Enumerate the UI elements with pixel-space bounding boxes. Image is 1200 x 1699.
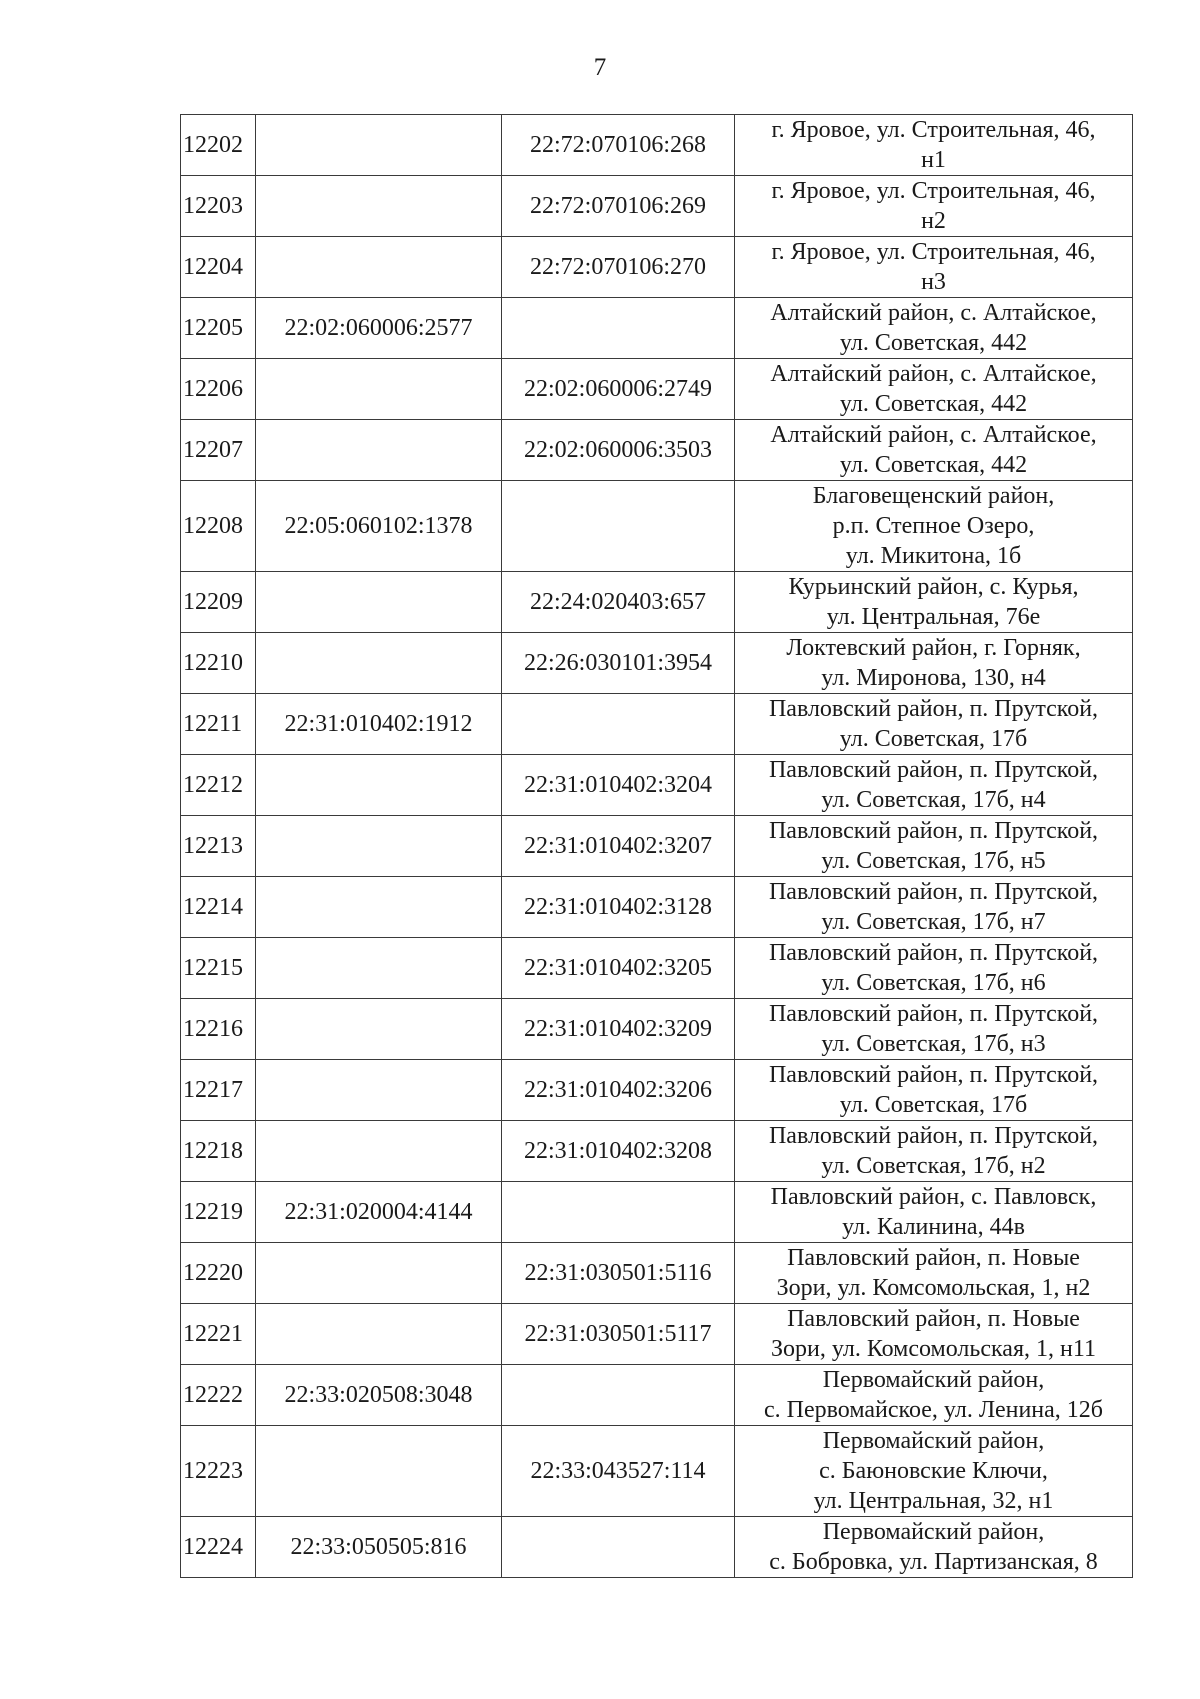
table-row <box>181 1243 1133 1304</box>
address-line: Павловский район, п. Прутской, <box>768 1123 1099 1149</box>
table-row <box>181 1426 1133 1517</box>
address-line: ул. Советская, 17б, н4 <box>821 787 1046 813</box>
premise-cadastral-number-cell: 22:02:060006:2749 <box>502 359 735 420</box>
address-line: Локтевский район, г. Горняк, <box>786 635 1081 661</box>
address-line: с. Баюновские Ключи, <box>819 1458 1048 1484</box>
address-line: ул. Калинина, 44в <box>842 1214 1025 1240</box>
table-row <box>181 694 1133 755</box>
table-row <box>181 1517 1133 1578</box>
address-cell <box>735 237 1133 298</box>
premise-cadastral-number-cell: 22:72:070106:270 <box>502 237 735 298</box>
address-cell <box>735 420 1133 481</box>
address-line: ул. Центральная, 76е <box>826 604 1041 630</box>
table-row <box>181 1182 1133 1243</box>
row-number-cell: 12216 <box>181 999 256 1060</box>
premise-cadastral-number-cell: 22:31:030501:5116 <box>502 1243 735 1304</box>
row-number-cell: 12211 <box>181 694 256 755</box>
address-cell <box>735 481 1133 572</box>
address-line: Благовещенский район, <box>812 483 1055 509</box>
building-cadastral-number-cell <box>256 572 502 633</box>
table-row <box>181 999 1133 1060</box>
row-number-cell: 12218 <box>181 1121 256 1182</box>
row-number-cell: 12202 <box>181 115 256 176</box>
premise-cadastral-number-cell: 22:31:010402:3207 <box>502 816 735 877</box>
address-cell <box>735 633 1133 694</box>
address-cell <box>735 176 1133 237</box>
row-number-cell: 12217 <box>181 1060 256 1121</box>
building-cadastral-number-cell <box>256 938 502 999</box>
building-cadastral-number-cell <box>256 420 502 481</box>
address-line: Первомайский район, <box>822 1428 1045 1454</box>
table-row <box>181 1060 1133 1121</box>
premise-cadastral-number-cell: 22:72:070106:268 <box>502 115 735 176</box>
address-cell <box>735 938 1133 999</box>
row-number-cell: 12209 <box>181 572 256 633</box>
address-line: г. Яровое, ул. Строительная, 46, <box>771 239 1096 265</box>
address-line: Павловский район, п. Прутской, <box>768 1001 1099 1027</box>
premise-cadastral-number-cell <box>502 1365 735 1426</box>
address-cell <box>735 1060 1133 1121</box>
table-row <box>181 359 1133 420</box>
address-line: н2 <box>921 208 946 234</box>
address-line: Алтайский район, с. Алтайское, <box>770 422 1097 448</box>
building-cadastral-number-cell <box>256 1304 502 1365</box>
address-line: ул. Советская, 17б, н3 <box>821 1031 1046 1057</box>
address-line: Первомайский район, <box>822 1519 1045 1545</box>
address-line: Павловский район, п. Прутской, <box>768 757 1099 783</box>
premise-cadastral-number-cell <box>502 298 735 359</box>
address-line: с. Бобровка, ул. Партизанская, 8 <box>769 1549 1098 1575</box>
premise-cadastral-number-cell: 22:02:060006:3503 <box>502 420 735 481</box>
building-cadastral-number-cell: 22:31:020004:4144 <box>256 1182 502 1243</box>
row-number-cell: 12220 <box>181 1243 256 1304</box>
row-number-cell: 12207 <box>181 420 256 481</box>
row-number-cell: 12214 <box>181 877 256 938</box>
address-line: Павловский район, с. Павловск, <box>770 1184 1097 1210</box>
address-line: р.п. Степное Озеро, <box>832 513 1035 539</box>
table-row <box>181 176 1133 237</box>
address-line: Павловский район, п. Прутской, <box>768 879 1099 905</box>
address-line: Курьинский район, с. Курья, <box>788 574 1079 600</box>
row-number-cell: 12222 <box>181 1365 256 1426</box>
building-cadastral-number-cell <box>256 1426 502 1517</box>
building-cadastral-number-cell <box>256 237 502 298</box>
address-line: Зори, ул. Комсомольская, 1, н2 <box>776 1275 1091 1301</box>
building-cadastral-number-cell: 22:31:010402:1912 <box>256 694 502 755</box>
row-number-cell: 12219 <box>181 1182 256 1243</box>
row-number-cell: 12223 <box>181 1426 256 1517</box>
table-row <box>181 816 1133 877</box>
table-row <box>181 877 1133 938</box>
premise-cadastral-number-cell <box>502 481 735 572</box>
address-line: Павловский район, п. Прутской, <box>768 818 1099 844</box>
premise-cadastral-number-cell: 22:31:010402:3208 <box>502 1121 735 1182</box>
building-cadastral-number-cell: 22:05:060102:1378 <box>256 481 502 572</box>
address-cell <box>735 999 1133 1060</box>
row-number-cell: 12208 <box>181 481 256 572</box>
table-row <box>181 420 1133 481</box>
premise-cadastral-number-cell: 22:26:030101:3954 <box>502 633 735 694</box>
premise-cadastral-number-cell: 22:31:010402:3206 <box>502 1060 735 1121</box>
premise-cadastral-number-cell: 22:31:010402:3205 <box>502 938 735 999</box>
address-line: ул. Советская, 17б <box>839 726 1028 752</box>
address-line: ул. Советская, 442 <box>839 330 1028 356</box>
address-cell <box>735 1182 1133 1243</box>
row-number-cell: 12210 <box>181 633 256 694</box>
address-cell <box>735 816 1133 877</box>
premise-cadastral-number-cell: 22:31:030501:5117 <box>502 1304 735 1365</box>
address-cell <box>735 298 1133 359</box>
premise-cadastral-number-cell <box>502 1182 735 1243</box>
address-line: ул. Советская, 17б, н6 <box>821 970 1046 996</box>
building-cadastral-number-cell: 22:33:020508:3048 <box>256 1365 502 1426</box>
building-cadastral-number-cell <box>256 1121 502 1182</box>
address-line: н1 <box>921 147 946 173</box>
table-row <box>181 237 1133 298</box>
address-line: с. Первомайское, ул. Ленина, 12б <box>764 1397 1103 1423</box>
table-row <box>181 1121 1133 1182</box>
building-cadastral-number-cell <box>256 816 502 877</box>
building-cadastral-number-cell <box>256 1060 502 1121</box>
address-line: Павловский район, п. Прутской, <box>768 696 1099 722</box>
address-line: ул. Советская, 17б, н5 <box>821 848 1046 874</box>
registry-table <box>180 114 1133 1578</box>
row-number-cell: 12213 <box>181 816 256 877</box>
table-row <box>181 572 1133 633</box>
building-cadastral-number-cell <box>256 633 502 694</box>
address-line: н3 <box>921 269 946 295</box>
address-cell <box>735 1121 1133 1182</box>
address-line: Павловский район, п. Новые <box>787 1306 1080 1332</box>
address-cell <box>735 1365 1133 1426</box>
building-cadastral-number-cell <box>256 176 502 237</box>
address-cell <box>735 359 1133 420</box>
premise-cadastral-number-cell <box>502 1517 735 1578</box>
table-row <box>181 938 1133 999</box>
address-line: ул. Миронова, 130, н4 <box>821 665 1046 691</box>
address-line: ул. Советская, 17б <box>839 1092 1028 1118</box>
address-cell <box>735 572 1133 633</box>
premise-cadastral-number-cell: 22:24:020403:657 <box>502 572 735 633</box>
table-row <box>181 115 1133 176</box>
address-cell <box>735 1517 1133 1578</box>
address-line: Павловский район, п. Прутской, <box>768 940 1099 966</box>
table-row <box>181 298 1133 359</box>
address-line: г. Яровое, ул. Строительная, 46, <box>771 117 1096 143</box>
table-row <box>181 481 1133 572</box>
premise-cadastral-number-cell: 22:33:043527:114 <box>502 1426 735 1517</box>
table-row <box>181 755 1133 816</box>
row-number-cell: 12215 <box>181 938 256 999</box>
address-cell <box>735 1304 1133 1365</box>
table-row <box>181 633 1133 694</box>
building-cadastral-number-cell <box>256 755 502 816</box>
row-number-cell: 12206 <box>181 359 256 420</box>
premise-cadastral-number-cell: 22:31:010402:3209 <box>502 999 735 1060</box>
registry-table-body <box>181 115 1133 1578</box>
premise-cadastral-number-cell: 22:31:010402:3128 <box>502 877 735 938</box>
row-number-cell: 12203 <box>181 176 256 237</box>
row-number-cell: 12204 <box>181 237 256 298</box>
address-line: ул. Советская, 17б, н7 <box>821 909 1046 935</box>
address-line: Павловский район, п. Прутской, <box>768 1062 1099 1088</box>
row-number-cell: 12212 <box>181 755 256 816</box>
address-line: ул. Микитона, 1б <box>845 543 1022 569</box>
address-line: Первомайский район, <box>822 1367 1045 1393</box>
address-line: г. Яровое, ул. Строительная, 46, <box>771 178 1096 204</box>
address-line: ул. Центральная, 32, н1 <box>813 1488 1054 1514</box>
premise-cadastral-number-cell: 22:72:070106:269 <box>502 176 735 237</box>
premise-cadastral-number-cell <box>502 694 735 755</box>
address-cell <box>735 755 1133 816</box>
address-line: Зори, ул. Комсомольская, 1, н11 <box>771 1336 1096 1362</box>
building-cadastral-number-cell <box>256 359 502 420</box>
row-number-cell: 12205 <box>181 298 256 359</box>
building-cadastral-number-cell <box>256 115 502 176</box>
building-cadastral-number-cell: 22:02:060006:2577 <box>256 298 502 359</box>
address-line: ул. Советская, 442 <box>839 391 1028 417</box>
address-line: Алтайский район, с. Алтайское, <box>770 361 1097 387</box>
premise-cadastral-number-cell: 22:31:010402:3204 <box>502 755 735 816</box>
address-cell <box>735 1243 1133 1304</box>
building-cadastral-number-cell <box>256 877 502 938</box>
address-cell <box>735 877 1133 938</box>
building-cadastral-number-cell <box>256 999 502 1060</box>
page-number: 7 <box>593 54 607 81</box>
row-number-cell: 12221 <box>181 1304 256 1365</box>
building-cadastral-number-cell <box>256 1243 502 1304</box>
address-cell <box>735 694 1133 755</box>
address-cell <box>735 1426 1133 1517</box>
address-line: ул. Советская, 442 <box>839 452 1028 478</box>
address-line: ул. Советская, 17б, н2 <box>821 1153 1046 1179</box>
building-cadastral-number-cell: 22:33:050505:816 <box>256 1517 502 1578</box>
address-cell <box>735 115 1133 176</box>
table-row <box>181 1304 1133 1365</box>
row-number-cell: 12224 <box>181 1517 256 1578</box>
address-line: Алтайский район, с. Алтайское, <box>770 300 1097 326</box>
address-line: Павловский район, п. Новые <box>787 1245 1080 1271</box>
table-row <box>181 1365 1133 1426</box>
